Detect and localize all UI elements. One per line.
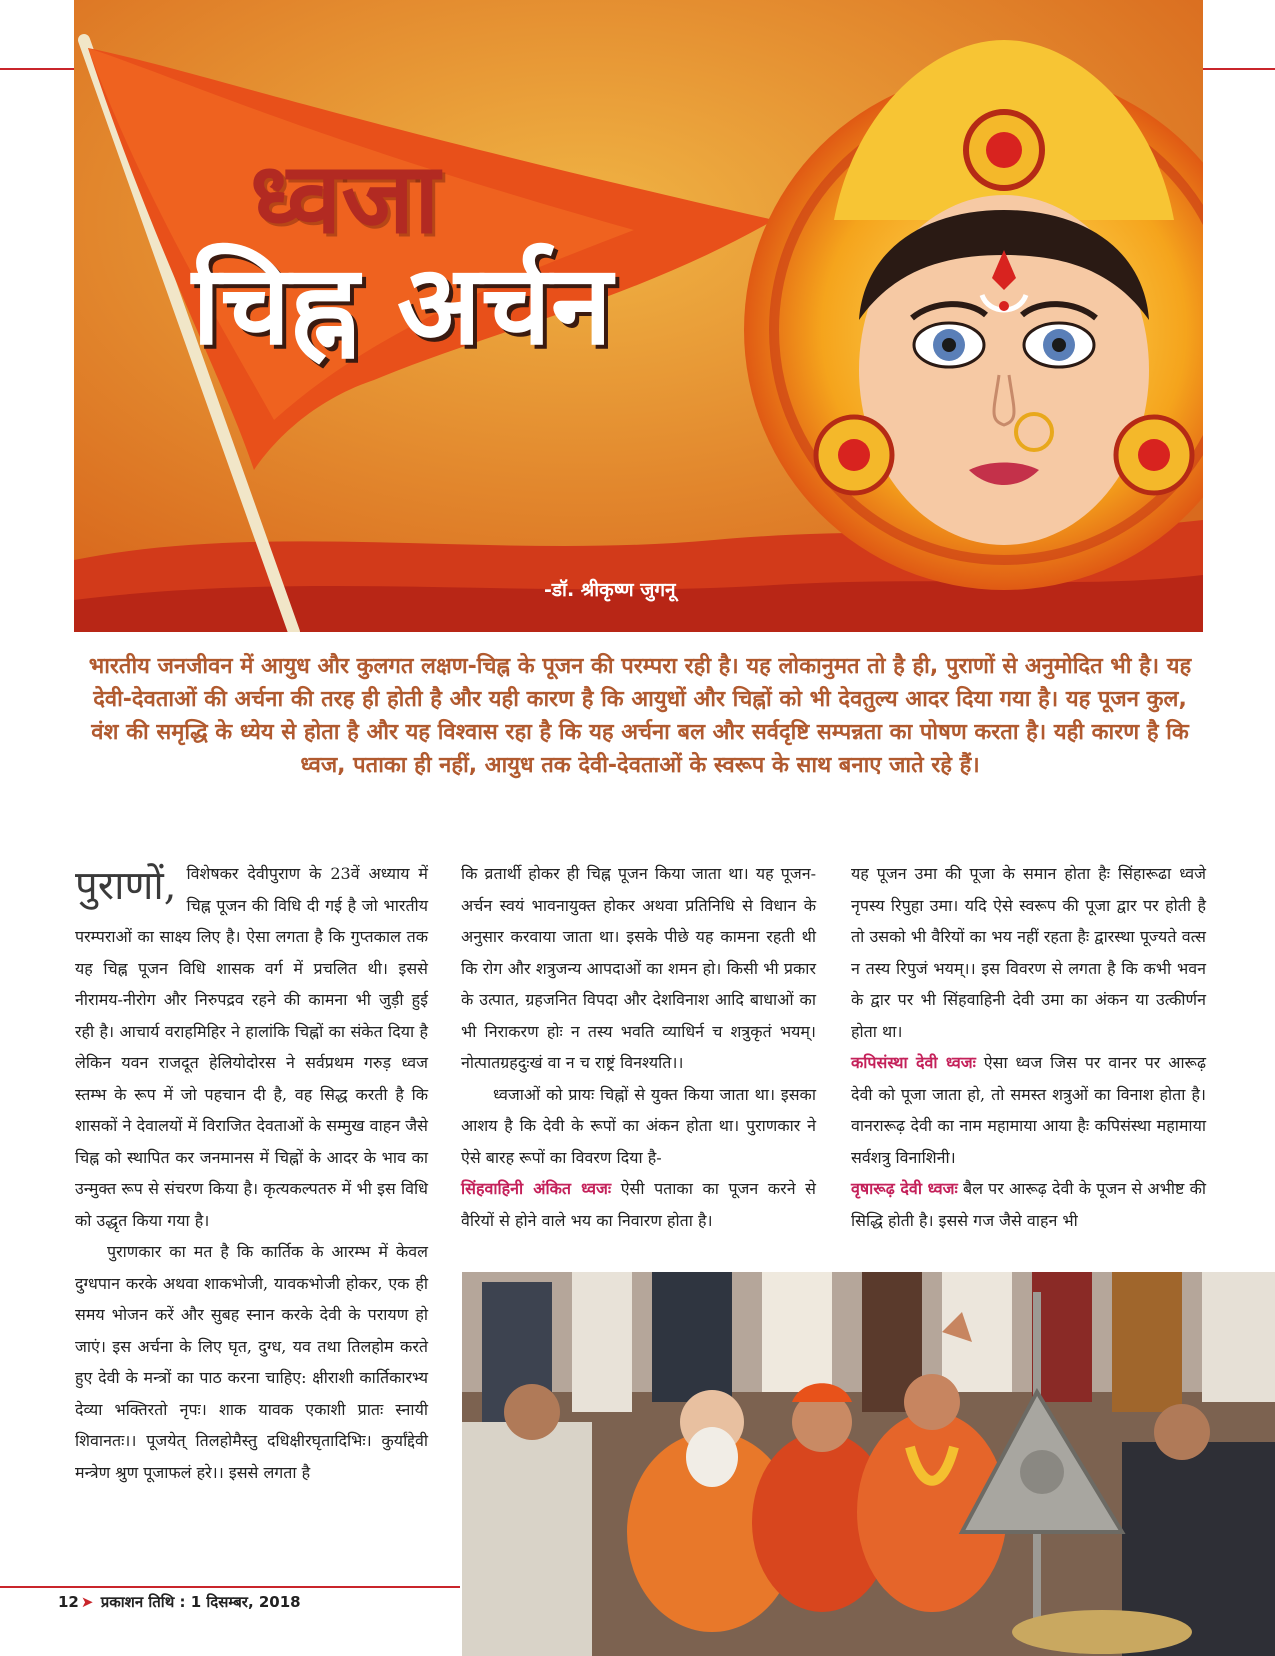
subhead-simhavahini-text: ऐसी पताका का पूजन करने से वैरियों से होने वाले भय का निवारण होता है। bbox=[461, 1179, 816, 1230]
column-1 bbox=[75, 858, 428, 1488]
page-number: 12 bbox=[58, 1593, 79, 1611]
column-2 bbox=[461, 858, 816, 1236]
ceremony-photo bbox=[462, 1272, 1275, 1656]
subhead-vrisharudha-text: बैल पर आरूढ़ देवी के पूजन से अभीष्ट की सिद्धि होती है। इससे गज जैसे वाहन भी bbox=[851, 1179, 1207, 1230]
column2-paragraph1: कि व्रतार्थी होकर ही चिह्न पूजन किया जाता था। यह पूजन-अर्चन स्वयं भावनायुक्त होकर अथवा प्रतिनिधि से विधान के अनुसार करवाया जाता था। इसके पीछे यह कामना रहती थी कि रोग और शत्रुजन्य आपदाओं का शमन हो। किसी भी प्रकार के उत्पात, ग्रहजनित विपदा और देशविनाश आदि बाधाओं का भी निराकरण होः न तस्य भवति व्याधिर्न च शत्रुकृतं भयम्। नोत्पातग्रहदुःखं वा न च राष्ट्रं विनश्यति।। bbox=[461, 864, 816, 1072]
column1-lead: विशेषकर देवीपुराण के 23वें अध्याय में चिह्न पूजन की विधि दी गई है जो भारतीय परम्पराओं का साक्ष्य लिए bbox=[75, 864, 428, 946]
article-title-line2: चिह्न अर्चन bbox=[192, 241, 612, 369]
header-rule-right bbox=[1203, 68, 1275, 70]
footer-arrow-icon: ➤ bbox=[80, 1593, 94, 1611]
footer-rule bbox=[0, 1586, 460, 1588]
subhead-kapisanstha: कपिसंस्था देवी ध्वजः bbox=[851, 1053, 976, 1072]
page-footer bbox=[58, 1592, 301, 1612]
intro-paragraph: भारतीय जनजीवन में आयुध और कुलगत लक्षण-चिह्न के पूजन की परम्परा रही है। यह लोकानुमत तो है ही, पुराणों से अनुमोदित भी है। यह देवी-देवताओं की अर्चना की तरह ही होती है और यही कारण है कि आयुधों और चिह्नों को भी देवतुल्य आदर दिया गया है। यह पूजन कुल, वंश की समृद्धि के ध्येय से होता है और यह विश्वास रहा है कि यह अर्चना बल और सर्वदृष्टि सम्पन्नता का पोषण करता है। यही कारण है कि ध्वज, पताका ही नहीं, आयुध तक देवी-देवताओं के स्वरूप के साथ बनाए जाते रहे हैं। bbox=[88, 654, 1192, 778]
subhead-kapisanstha-text: ऐसा ध्वज जिस पर वानर पर आरूढ़ देवी को पूजा जाता हो, तो समस्त शत्रुओं का विनाश होता है। वानरारूढ़ देवी का नाम महामाया आया हैः कपिसंस्था महामाया सर्वशत्रु विनाशिनी। bbox=[851, 1053, 1206, 1167]
column3-paragraph1: यह पूजन उमा की पूजा के समान होता हैः सिंहारूढा ध्वजे नृपस्य रिपुहा उमा। यदि ऐसे स्वरूप की पूजा द्वार पर होती है तो उसको भी वैरियों का भय नहीं रहता हैः द्वारस्था पूज्यते वत्स न तस्य रिपुजं भयम्।। इस विवरण से लगता है कि कभी भवन के द्वार पर भी सिंहवाहिनी देवी उमा का अंकन या उत्कीर्णन होता था। bbox=[851, 864, 1206, 1041]
ceremony-photo-illustration bbox=[462, 1272, 1275, 1656]
column3-paragraph2 bbox=[851, 1047, 1206, 1173]
column1-paragraph1 bbox=[75, 858, 428, 1236]
column1-paragraph2: पुराणकार का मत है कि कार्तिक के आरम्भ में केवल दुग्धपान करके अथवा शाकभोजी, यावकभोजी होकर, एक ही समय भोजन करें और सुबह स्नान करके देवी के परायण हो जाएं। इस अर्चना के लिए घृत, दुग्ध, यव तथा तिलहोम करते हुए देवी के मन्त्रों का पाठ करना चाहिए: क्षीराशी कार्तिकारभ्य देव्या भक्तिरतो नृपः। शाक यावक एकाशी प्रातः स्नायी शिवानतः।। पूजयेत् तिलहोमैस्तु दधिक्षीरघृतादिभिः। कुर्यांद्देवी मन्त्रेण श्रुण पूजाफलं हरे।। इससे लगता है bbox=[75, 1242, 428, 1482]
column1-p1-rest: है। ऐसा लगता है कि गुप्तकाल तक यह चिह्न पूजन विधि शासक वर्ग में प्रचलित थी। इससे नीरामय-नीरोग और निरुपद्रव रहने की कामना भी जुड़ी हुई रही है। आचार्य वराहमिहिर ने हालांकि चिह्नों का संकेत दिया है लेकिन यवन राजदूत हेलियोदोरस ने सर्वप्रथम गरुड़ ध्वज स्तम्भ के रूप में जो पहचान दी है, वह सिद्ध करती है कि शासकों ने देवालयों में विराजित देवताओं के सम्मुख वाहन जैसे चिह्न को स्थापित कर जनमानस में चिह्नों के आदर के भाव का उन्मुक्त रूप से संचरण किया है। कृत्यकल्पतरु में भी इस विधि को उद्धृत किया गया है। bbox=[75, 927, 428, 1230]
column-3 bbox=[851, 858, 1206, 1236]
author-byline: -डॉ. श्रीकृष्ण जुगनू bbox=[544, 579, 676, 601]
column2-paragraph3 bbox=[461, 1173, 816, 1236]
publication-date: प्रकाशन तिथि : 1 दिसम्बर, 2018 bbox=[100, 1593, 301, 1611]
column2-paragraph2: ध्वजाओं को प्रायः चिह्नों से युक्त किया जाता था। इसका आशय है कि देवी के रूपों का अंकन होता था। पुराणकार ने ऐसे बारह रूपों का विवरण दिया है- bbox=[461, 1084, 816, 1167]
header-rule-left bbox=[0, 68, 74, 70]
hero-banner bbox=[74, 0, 1203, 632]
subhead-simhavahini: सिंहवाहिनी अंकित ध्वजः bbox=[461, 1179, 612, 1198]
column3-paragraph3 bbox=[851, 1173, 1206, 1236]
article-title-line1: ध्वजा bbox=[250, 142, 440, 256]
drop-word: पुराणों, bbox=[75, 863, 177, 909]
subhead-vrisharudha: वृषारूढ़ देवी ध्वजः bbox=[851, 1179, 958, 1198]
